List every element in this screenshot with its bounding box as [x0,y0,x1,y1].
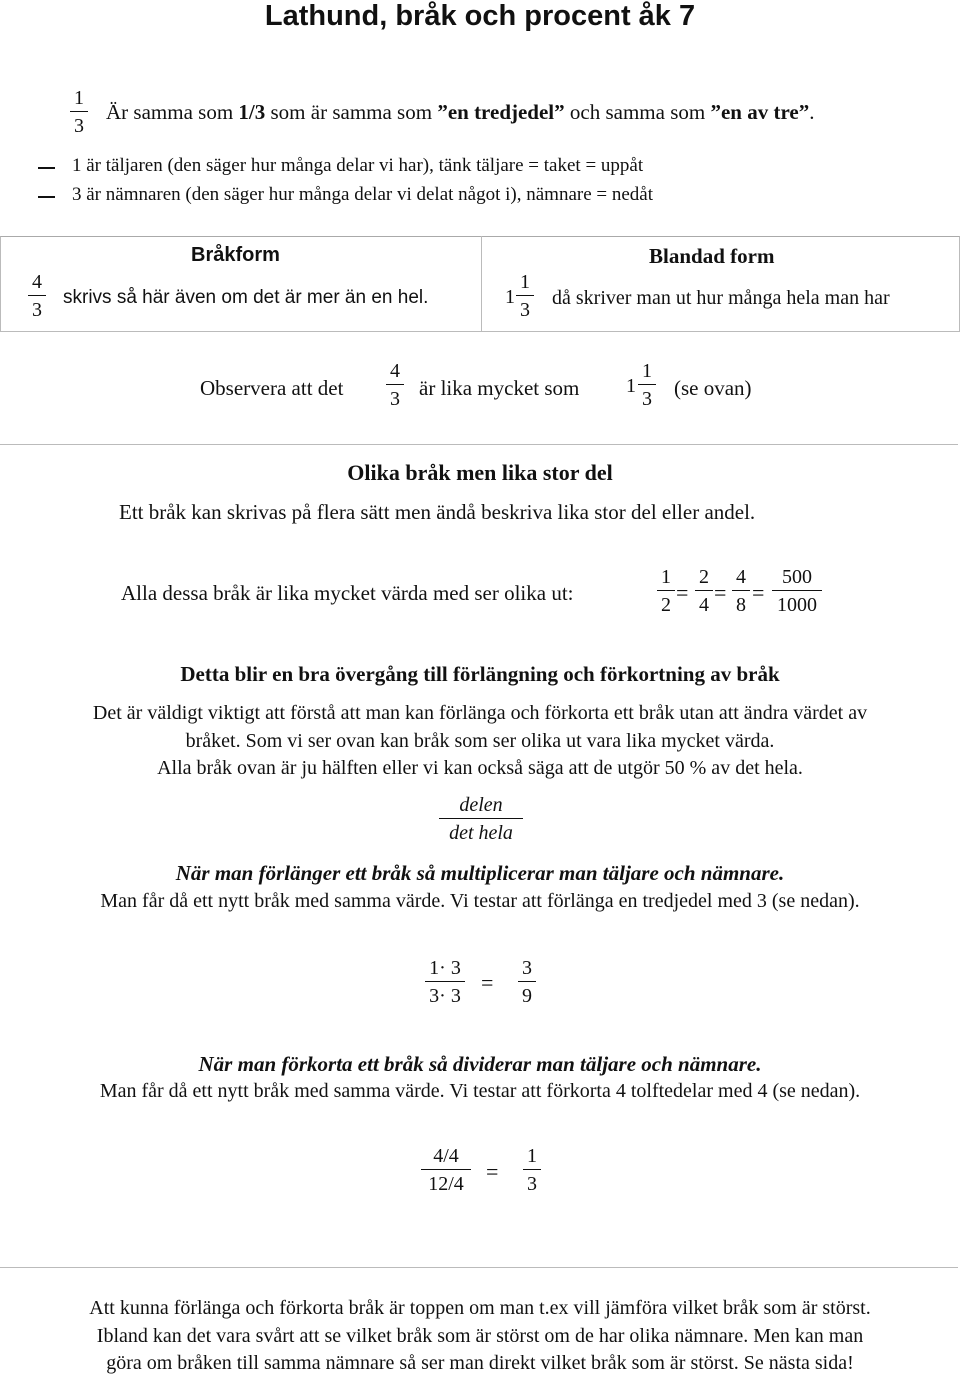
table-right-fraction: 1 3 [516,272,534,320]
bullet-denominator: 3 är nämnaren (den säger hur många delar vi delat något i), nämnare = nedåt [72,184,653,205]
table-right-text: då skriver man ut hur många hela man har [552,287,890,309]
table-header-brakform: Bråkform [191,244,280,266]
equal-fraction-4: 500 1000 [772,567,822,615]
transition-line-2: bråket. Som vi ser ovan kan bråk som ser olika ut vara lika mycket värda. [185,730,775,752]
footer-line-3: göra om bråken till samma nämnare så ser man direkt vilket bråk som är störst. Se nästa sida! [106,1352,854,1374]
page-title: Lathund, bråk och procent åk 7 [264,0,696,32]
extend-rhs-fraction: 3 9 [518,958,536,1006]
reduce-text: Man får då ett nytt bråk med samma värde. Vi testar att förkorta 4 tolftedelar med 4 (se nedan). [99,1080,861,1102]
table-header-blandad: Blandad form [649,244,775,268]
footer-line-2: Ibland kan det vara svårt att se vilket bråk som är störst om de har olika nämnare. Men kan man [96,1325,864,1347]
table-divider [481,236,482,331]
equal-sign: = [714,580,727,605]
extend-text: Man får då ett nytt bråk med samma värde. Vi testar att förlänga en tredjedel med 3 (se nedan). [100,890,860,912]
transition-heading: Detta blir en bra övergång till förlängning och förkortning av bråk [180,662,780,686]
table-left-text: skrivs så här även om det är mer än en hel. [63,287,429,308]
extend-lhs-fraction: 1· 3 3· 3 [425,958,465,1006]
transition-line-1: Det är väldigt viktigt att förstå att man kan förlänga och förkorta ett bråk utan att ändra värdet av [92,702,868,724]
reduce-lhs-fraction: 4/4 12/4 [421,1146,471,1194]
observe-text-1: Observera att det [200,376,344,400]
observe-text-3: (se ovan) [674,376,752,400]
extend-equals: = [481,970,494,995]
bullet-dash-icon [38,196,55,198]
reduce-equals: = [486,1159,499,1184]
observe-fraction-2: 1 3 [638,361,656,409]
observe-fraction-1: 4 3 [386,361,404,409]
reduce-heading: När man förkorta ett bråk så dividerar man täljare och nämnare. [198,1052,762,1076]
equal-example-text: Alla dessa bråk är lika mycket värda med ser olika ut: [121,581,574,605]
table-right-whole: 1 [505,286,515,308]
section-divider [0,444,958,445]
equal-fraction-3: 4 8 [732,567,750,615]
equal-fraction-2: 2 4 [695,567,713,615]
extend-heading: När man förlänger ett bråk så multiplicerar man täljare och nämnare. [175,861,785,885]
transition-line-3: Alla bråk ovan är ju hälften eller vi kan också säga att de utgör 50 % av det hela. [157,757,803,779]
bullet-dash-icon [38,167,55,169]
delen-det-hela-fraction: delen det hela [439,795,523,843]
footer-divider [0,1267,958,1268]
reduce-rhs-fraction: 1 3 [523,1146,541,1194]
observe-text-2: är lika mycket som [419,376,580,400]
equal-sign: = [752,580,765,605]
equal-sign: = [676,580,689,605]
form-table [0,236,960,332]
bullet-numerator: 1 är täljaren (den säger hur många delar vi har), tänk täljare = taket = uppåt [72,155,644,176]
footer-line-1: Att kunna förlänga och förkorta bråk är toppen om man t.ex vill jämföra vilket bråk som är störst. [89,1297,871,1319]
intro-fraction: 1 3 [70,88,88,136]
observe-whole: 1 [626,375,636,397]
equal-fraction-1: 1 2 [657,567,675,615]
table-left-fraction: 4 3 [28,272,46,320]
equal-text: Ett bråk kan skrivas på flera sätt men ändå beskriva lika stor del eller andel. [119,500,756,524]
equal-heading: Olika bråk men lika stor del [347,460,613,485]
intro-text: Är samma som 1/3 som är samma som ”en tredjedel” och samma som ”en av tre”. [106,100,815,124]
